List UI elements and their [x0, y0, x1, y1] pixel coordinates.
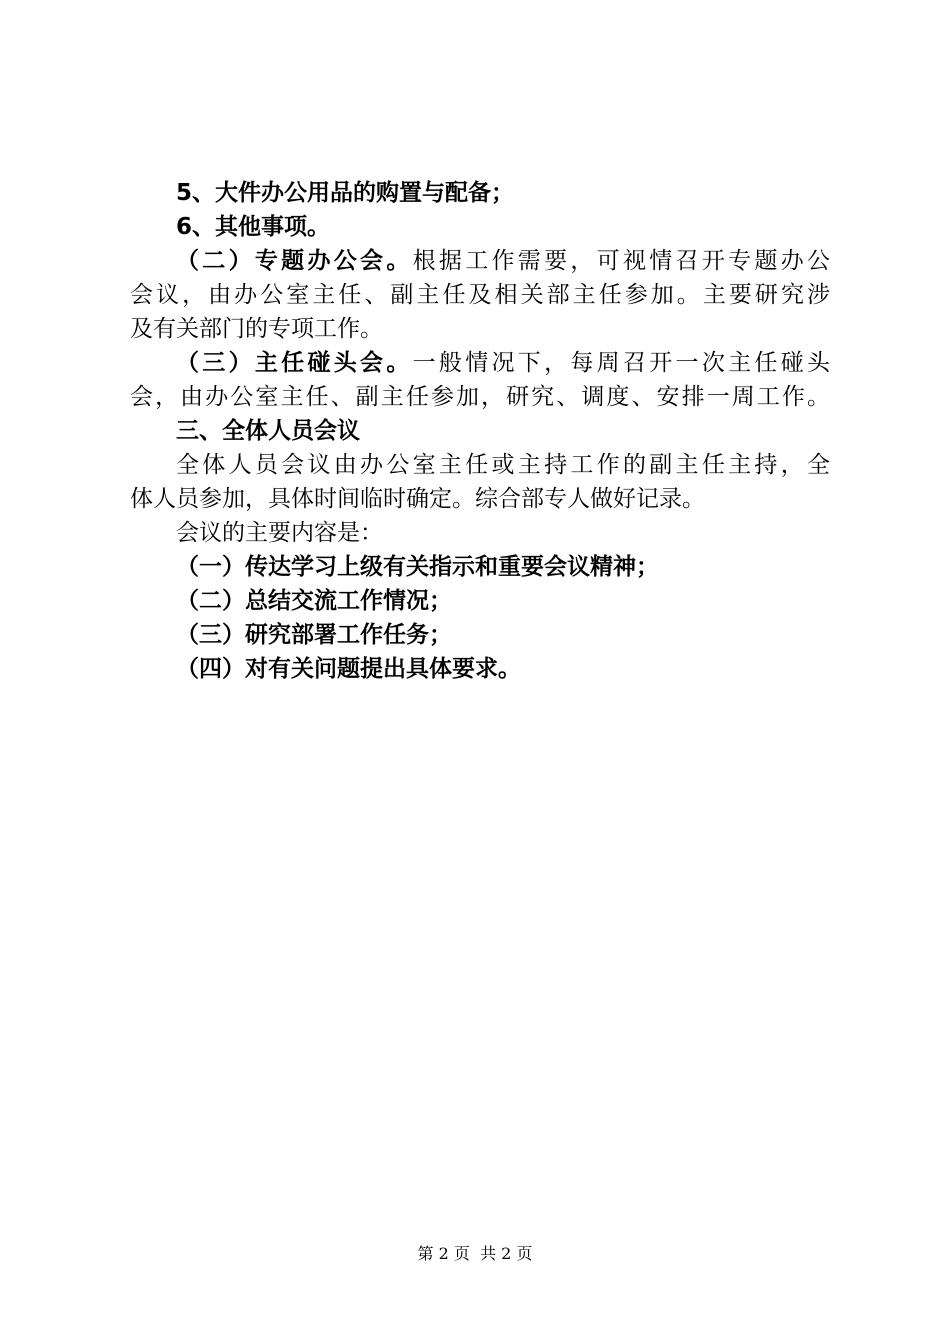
document-body: [130, 176, 830, 686]
page-footer: 第 2 页 共 2 页: [417, 1244, 533, 1263]
paragraph-director-meeting-line-1: [130, 346, 830, 380]
paragraph-text: 根据工作需要，可视情召开专题办公: [412, 248, 830, 274]
list-item-content-1: （一）传达学习上级有关指示和重要会议精神；: [176, 554, 659, 580]
paragraph-all-staff-line-2: 体人员参加，具体时间临时确定。综合部专人做好记录。: [130, 486, 705, 512]
paragraph-special-meeting-line-2: 会议，由办公室主任、副主任及相关部主任参加。主要研究涉: [130, 282, 830, 308]
list-item-content-2: （二）总结交流工作情况；: [176, 588, 452, 614]
list-item-5: 5、大件办公用品的购置与配备；: [176, 180, 515, 206]
list-item-6: 6、其他事项。: [176, 214, 331, 240]
list-item-content-3: （三）研究部署工作任务；: [176, 622, 452, 648]
paragraph-all-staff-line-1: 全体人员会议由办公室主任或主持工作的副主任主持，全: [176, 452, 830, 478]
paragraph-text: 一般情况下，每周召开一次主任碰头: [412, 350, 830, 376]
paragraph-special-meeting-line-3: 及有关部门的专项工作。: [130, 316, 383, 342]
paragraph-special-meeting-line-1: [130, 244, 830, 278]
subheading-director-meeting: （三）主任碰头会。: [176, 350, 413, 376]
subheading-special-meeting: （二）专题办公会。: [176, 248, 413, 274]
list-item-content-4: （四）对有关问题提出具体要求。: [176, 656, 521, 682]
paragraph-director-meeting-line-2: 会，由办公室主任、副主任参加，研究、调度、安排一周工作。: [130, 384, 830, 410]
section-heading-all-staff-meeting: 三、全体人员会议: [176, 418, 360, 444]
paragraph-meeting-content-intro: 会议的主要内容是：: [176, 520, 383, 546]
